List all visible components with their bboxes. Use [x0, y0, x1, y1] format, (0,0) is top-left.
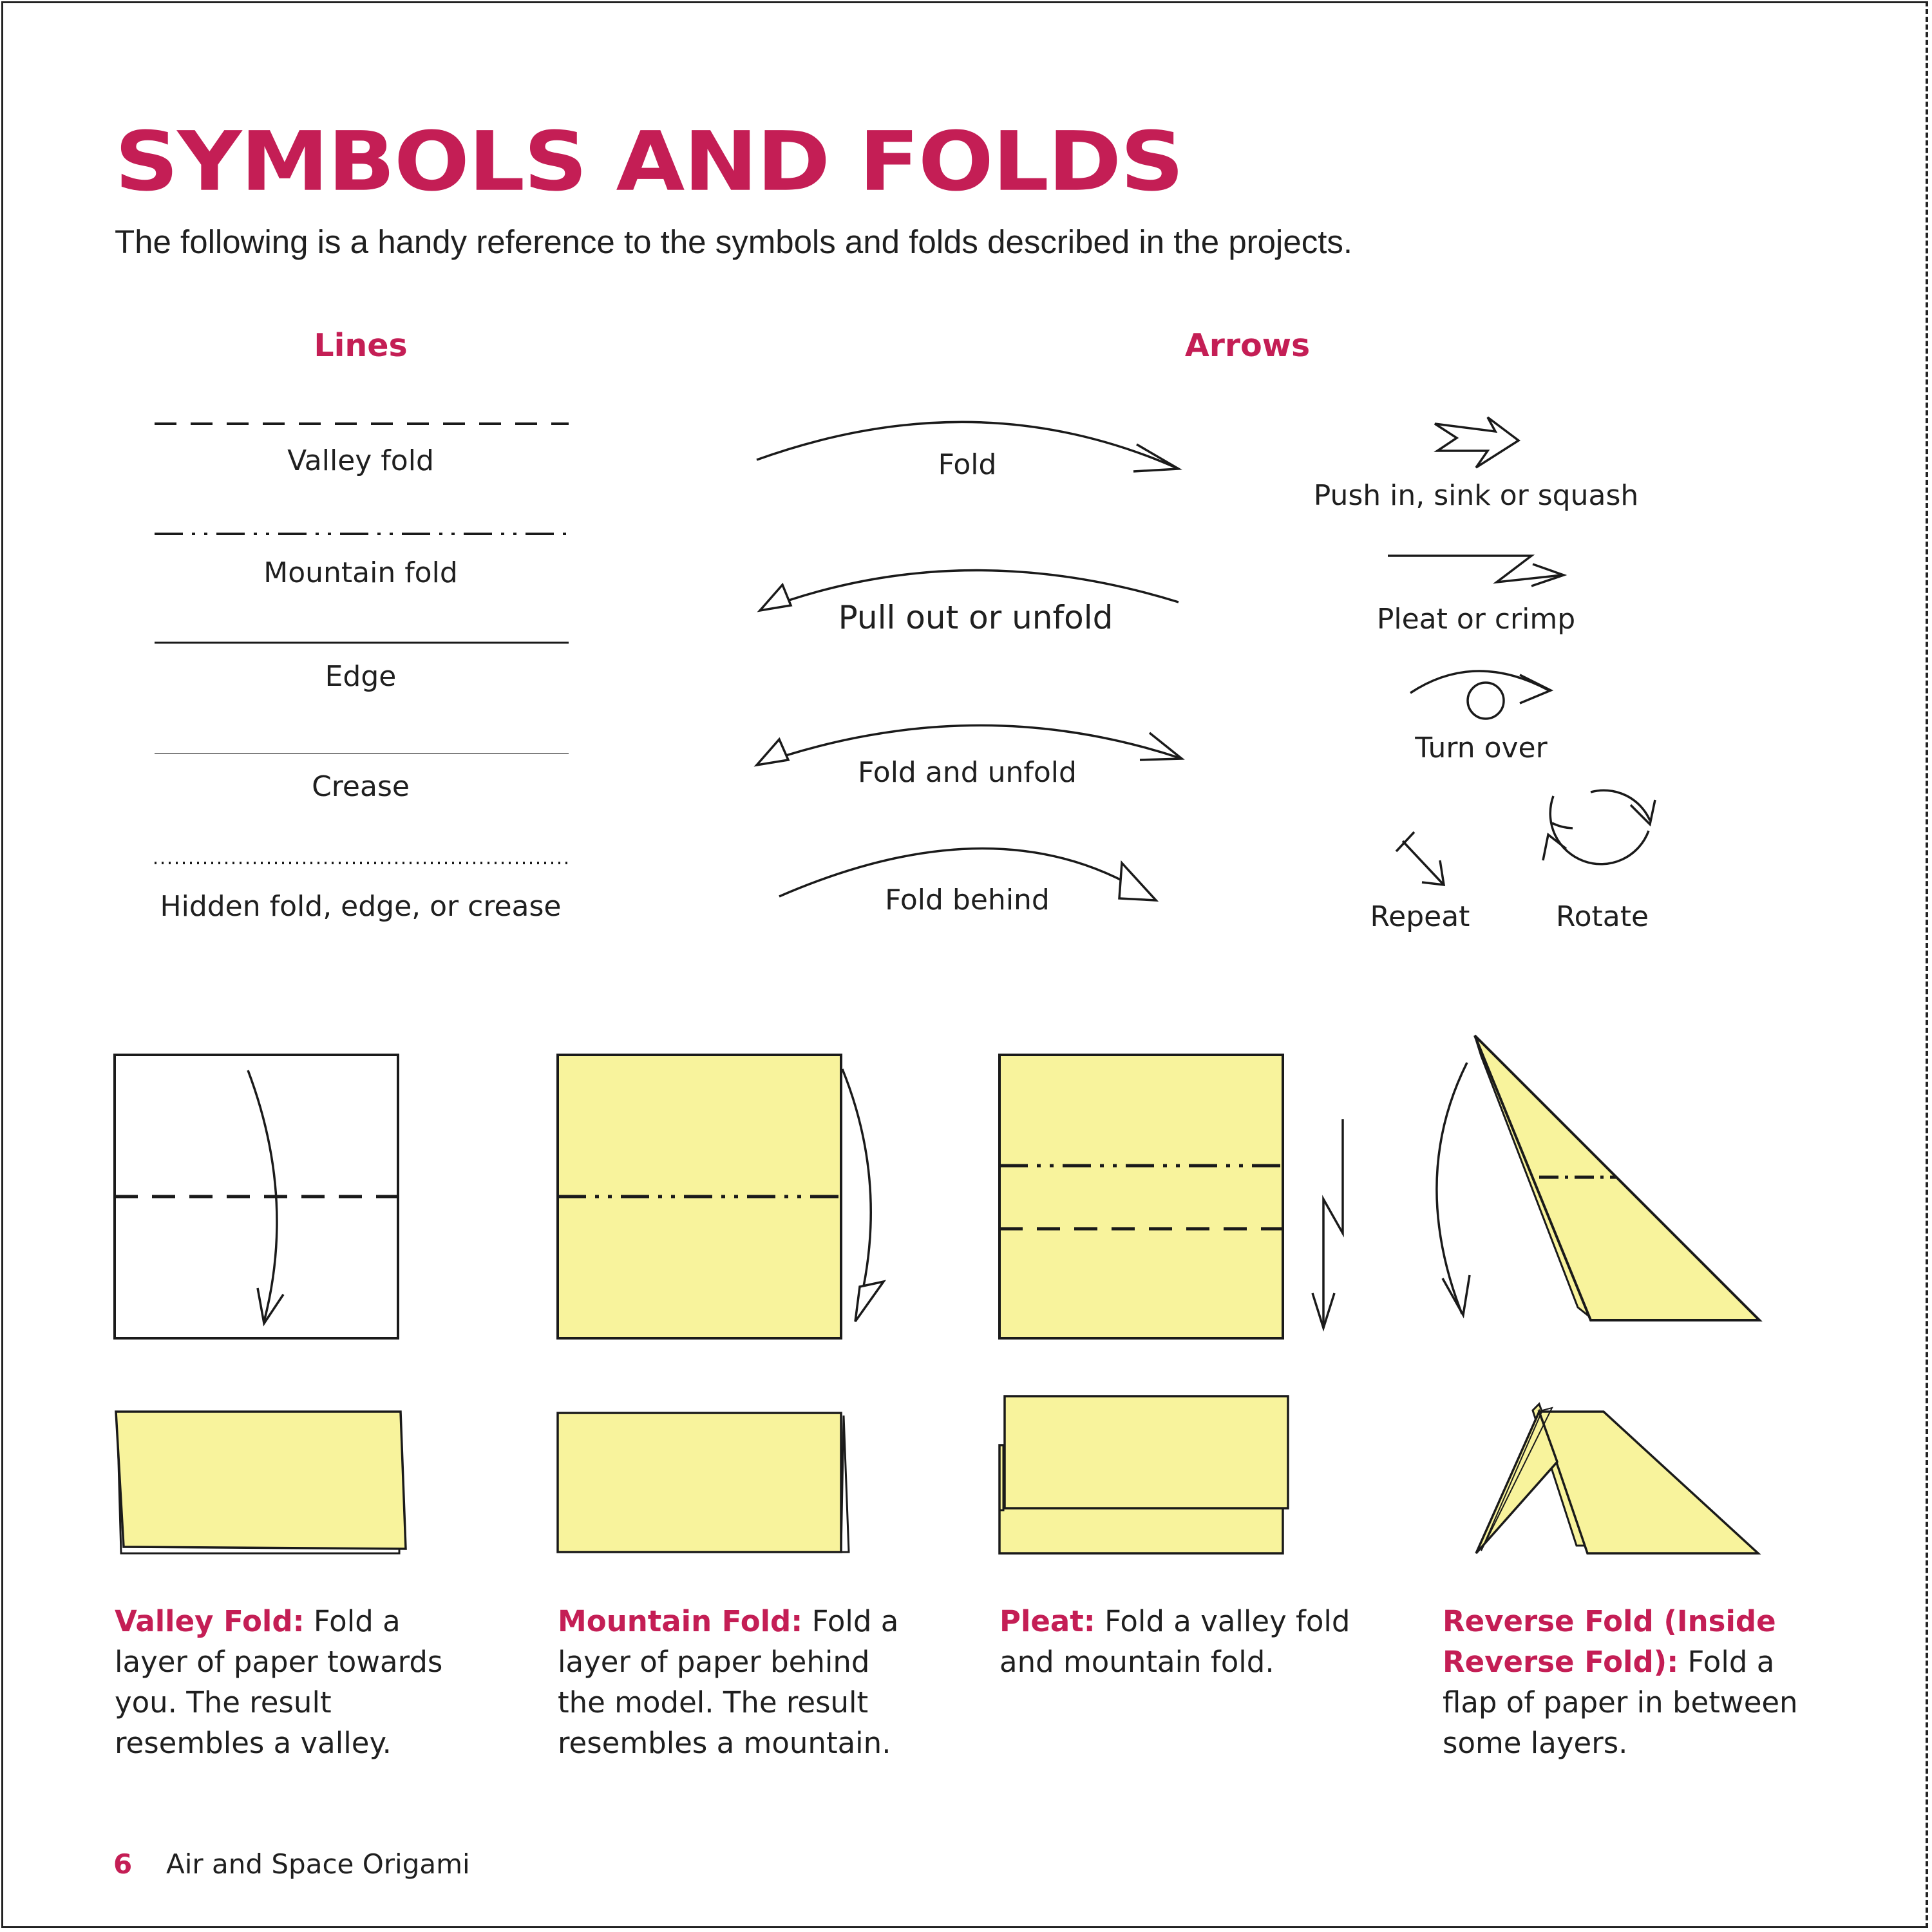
mountain-fold-description	[558, 1601, 918, 1763]
reverse-fold-term: Reverse Fold (Inside Reverse Fold):	[1443, 1604, 1776, 1679]
repeat-arrow-icon	[1396, 832, 1444, 885]
reverse-fold-diagram	[1437, 1036, 1759, 1320]
pleat-description	[999, 1601, 1360, 1682]
page-title: SYMBOLS AND FOLDS	[115, 113, 1183, 210]
arrows-heading: Arrows	[1184, 327, 1311, 364]
unfold-arrow-label: Pull out or unfold	[838, 599, 1113, 636]
rotate-arrow-icon	[1543, 790, 1655, 864]
turn-over-label: Turn over	[1415, 732, 1548, 764]
pleat-diagram	[999, 1055, 1343, 1338]
reverse-fold-text: Fold a flap of paper in between some layers.	[1443, 1645, 1798, 1760]
mountain-fold-label: Mountain fold	[263, 556, 458, 589]
fold-arrow-label: Fold	[938, 448, 997, 481]
crease-label: Crease	[312, 770, 410, 803]
repeat-label: Repeat	[1370, 900, 1470, 933]
lines-heading: Lines	[314, 327, 408, 364]
mountain-fold-result	[558, 1413, 849, 1552]
pleat-text: Fold a valley fold and mountain fold.	[999, 1604, 1350, 1679]
fold-behind-label: Fold behind	[885, 884, 1050, 916]
pleat-result	[999, 1396, 1288, 1553]
mountain-fold-text: Fold a layer of paper behind the model. The result resembles a mountain.	[558, 1604, 899, 1760]
valley-fold-text: Fold a layer of paper towards you. The result resembles a valley.	[115, 1604, 443, 1760]
page-number: 6	[113, 1848, 133, 1880]
mountain-fold-diagram	[558, 1055, 884, 1338]
pleat-term: Pleat:	[999, 1604, 1095, 1638]
rotate-label: Rotate	[1555, 900, 1649, 933]
intro-text: The following is a handy reference to the symbols and folds described in the projects.	[115, 223, 1353, 260]
valley-fold-term: Valley Fold:	[115, 1604, 305, 1638]
reverse-fold-result	[1476, 1404, 1758, 1553]
valley-fold-description	[115, 1601, 475, 1763]
pleat-crimp-label: Pleat or crimp	[1376, 603, 1576, 636]
pleat-arrow-icon	[1388, 556, 1564, 586]
reverse-fold-description	[1443, 1601, 1816, 1763]
valley-fold-result	[116, 1412, 406, 1553]
push-in-arrow-icon	[1435, 417, 1519, 468]
book-title: Air and Space Origami	[166, 1848, 470, 1880]
fold-and-unfold-label: Fold and unfold	[858, 756, 1077, 789]
push-in-label: Push in, sink or squash	[1313, 479, 1639, 512]
hidden-fold-label: Hidden fold, edge, or crease	[160, 890, 562, 923]
mountain-fold-term: Mountain Fold:	[558, 1604, 803, 1638]
valley-fold-diagram	[115, 1055, 398, 1338]
valley-fold-label: Valley fold	[287, 444, 434, 477]
edge-label: Edge	[325, 660, 397, 693]
turn-over-arrow-icon	[1410, 671, 1551, 719]
